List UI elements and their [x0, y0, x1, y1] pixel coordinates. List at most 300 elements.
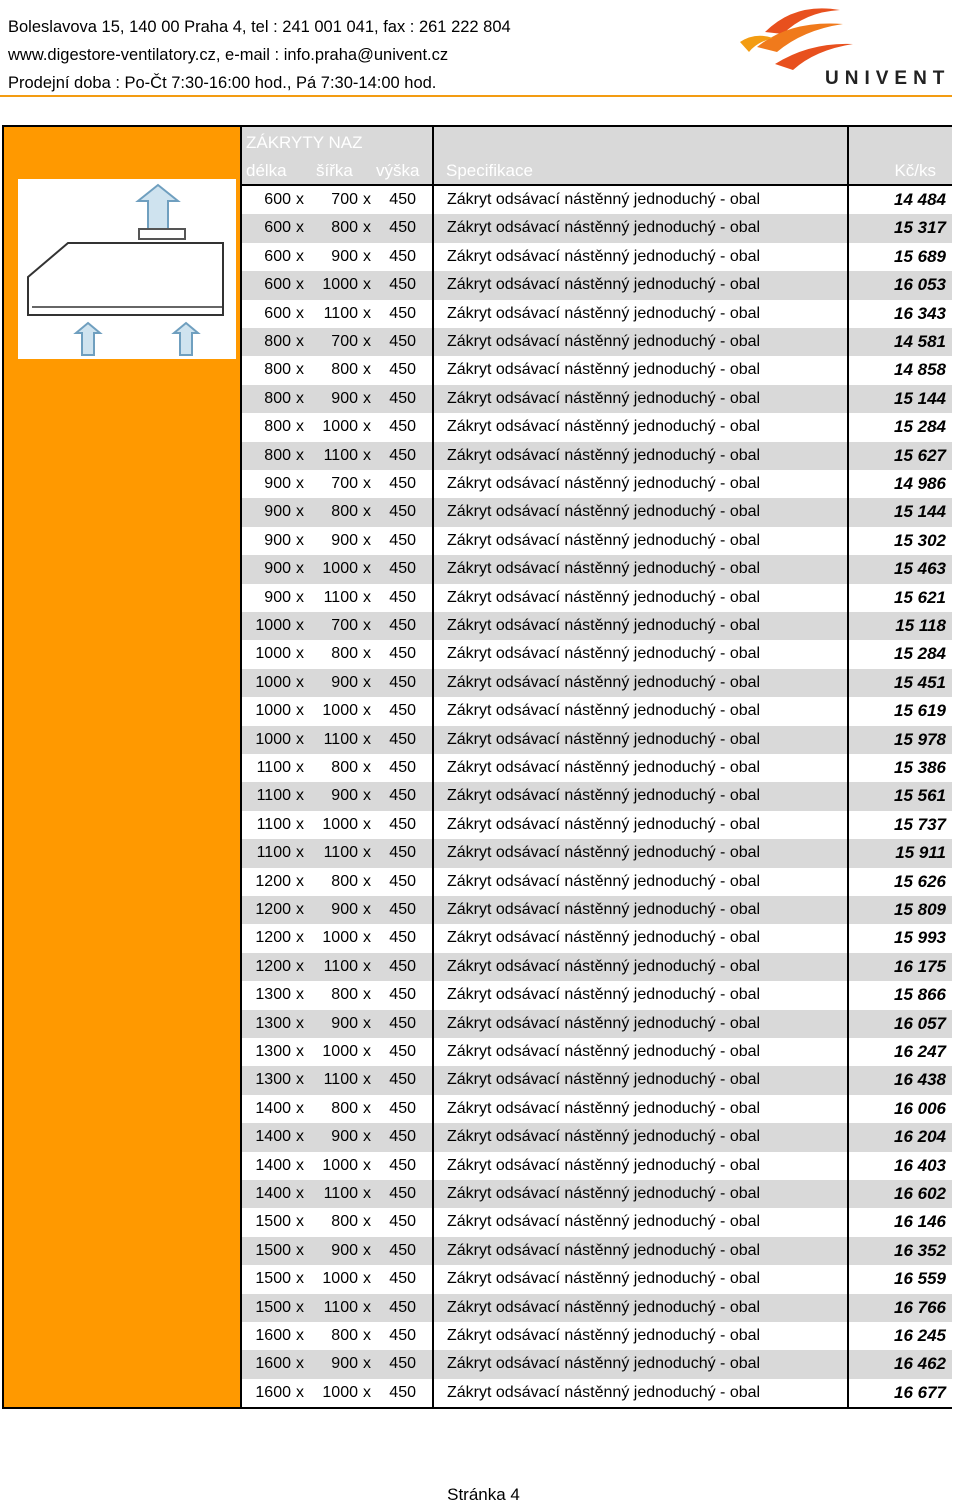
cell-x: x	[363, 247, 371, 265]
cell-length: 1100	[256, 787, 291, 805]
cell-price: 15 302	[894, 530, 946, 550]
cell-spec: Zákryt odsávací nástěnný jednoduchý - obal	[447, 247, 761, 265]
cell-width: 1100	[323, 588, 358, 606]
cell-price: 15 118	[895, 616, 946, 635]
cell-width: 900	[331, 901, 358, 918]
table-row	[242, 1066, 952, 1094]
cell-price: 16 204	[894, 1127, 946, 1147]
cell-height: 450	[389, 1298, 416, 1316]
cell-height: 450	[389, 1185, 416, 1202]
price-table	[240, 127, 952, 1407]
cell-length: 800	[264, 389, 291, 407]
cell-length: 600	[264, 276, 291, 294]
cell-x: x	[363, 645, 371, 663]
cell-width: 1100	[323, 1298, 358, 1316]
cell-height: 450	[389, 872, 416, 890]
cell-x: x	[296, 872, 304, 890]
table-row	[242, 953, 952, 981]
cell-height: 450	[389, 645, 416, 663]
cell-width: 1000	[322, 1270, 358, 1288]
cell-height: 450	[389, 929, 416, 947]
cell-spec: Zákryt odsávací nástěnný jednoduchý - obal	[447, 219, 761, 237]
cell-height: 450	[389, 1241, 416, 1259]
cell-x: x	[363, 787, 371, 805]
table-row	[242, 214, 952, 242]
cell-price: 15 451	[894, 672, 946, 692]
cell-x: x	[363, 531, 371, 549]
cell-x: x	[296, 304, 304, 322]
cell-x: x	[296, 901, 304, 918]
cell-height: 450	[389, 389, 416, 407]
cell-height: 450	[389, 957, 416, 975]
cell-width: 700	[331, 617, 358, 634]
cell-length: 1300	[255, 1071, 291, 1089]
cell-price: 16 352	[894, 1240, 946, 1260]
cell-length: 600	[264, 191, 291, 208]
cell-length: 800	[264, 446, 291, 464]
cell-price: 15 317	[894, 218, 946, 238]
cell-length: 1200	[255, 957, 291, 975]
cell-height: 450	[389, 531, 416, 549]
cell-width: 1000	[322, 929, 358, 947]
cell-x: x	[363, 333, 371, 350]
cell-price: 15 911	[895, 843, 946, 863]
cell-height: 450	[389, 1043, 416, 1060]
cell-width: 1000	[322, 815, 358, 833]
cell-x: x	[296, 531, 304, 549]
cell-height: 450	[389, 418, 416, 436]
cell-x: x	[296, 503, 304, 521]
cell-length: 1200	[255, 872, 291, 890]
cell-price: 16 403	[894, 1155, 946, 1175]
cell-price: 16 343	[894, 303, 946, 323]
cell-height: 450	[389, 475, 416, 492]
cell-spec: Zákryt odsávací nástěnný jednoduchý - obal	[447, 1156, 761, 1174]
cell-length: 900	[264, 531, 291, 549]
cell-width: 800	[331, 361, 358, 379]
cell-price: 15 978	[894, 729, 946, 749]
cell-width: 1000	[322, 418, 358, 436]
cell-width: 1100	[323, 1185, 358, 1202]
cell-spec: Zákryt odsávací nástěnný jednoduchý - obal	[447, 730, 761, 748]
cell-price: 16 602	[894, 1184, 946, 1203]
cell-x: x	[363, 901, 371, 918]
cell-x: x	[296, 1156, 304, 1174]
cell-x: x	[363, 1185, 371, 1202]
cell-spec: Zákryt odsávací nástěnný jednoduchý - obal	[447, 361, 761, 379]
table-row	[242, 754, 952, 782]
cell-price: 16 559	[894, 1269, 946, 1289]
cell-x: x	[296, 1327, 304, 1344]
cell-x: x	[363, 1213, 371, 1231]
header-rule	[0, 95, 952, 97]
cell-spec: Zákryt odsávací nástěnný jednoduchý - obal	[447, 1185, 761, 1202]
cell-height: 450	[389, 1270, 416, 1288]
cell-price: 16 438	[894, 1070, 946, 1090]
cell-price: 15 144	[894, 502, 946, 522]
cell-spec: Zákryt odsávací nástěnný jednoduchý - obal	[447, 418, 761, 436]
table-row	[242, 669, 952, 697]
cell-width: 900	[331, 1241, 358, 1259]
cell-width: 800	[331, 872, 358, 890]
cell-x: x	[363, 702, 371, 720]
table-row	[242, 527, 952, 555]
table-row	[242, 1038, 952, 1066]
cell-length: 600	[264, 219, 291, 237]
cell-price: 15 284	[894, 644, 946, 664]
cell-width: 900	[331, 247, 358, 265]
cell-height: 450	[389, 1213, 416, 1231]
table-row	[242, 1294, 952, 1322]
cell-x: x	[296, 815, 304, 833]
cell-spec: Zákryt odsávací nástěnný jednoduchý - obal	[447, 702, 761, 720]
cell-x: x	[363, 1327, 371, 1344]
table-row	[242, 811, 952, 839]
table-row	[242, 271, 952, 299]
cell-x: x	[296, 929, 304, 947]
cell-height: 450	[389, 1355, 416, 1373]
cell-x: x	[363, 815, 371, 833]
cell-x: x	[363, 1014, 371, 1032]
cell-x: x	[296, 617, 304, 634]
cell-height: 450	[389, 1071, 416, 1089]
cell-length: 1500	[255, 1213, 291, 1231]
cell-x: x	[363, 503, 371, 521]
cell-price: 16 053	[894, 275, 946, 295]
cell-width: 800	[331, 1099, 358, 1117]
cell-length: 1000	[255, 673, 291, 691]
cell-height: 450	[389, 1099, 416, 1117]
cell-spec: Zákryt odsávací nástěnný jednoduchý - obal	[447, 872, 761, 890]
cell-x: x	[296, 361, 304, 379]
cell-spec: Zákryt odsávací nástěnný jednoduchý - obal	[447, 560, 761, 578]
cell-x: x	[363, 730, 371, 748]
page-number: Stránka 4	[447, 1485, 520, 1504]
cell-x: x	[363, 1241, 371, 1259]
cell-length: 1400	[255, 1156, 291, 1174]
cell-price: 15 809	[894, 900, 946, 919]
cell-length: 900	[264, 503, 291, 521]
col-width-header: šířka	[316, 161, 353, 180]
cell-x: x	[296, 787, 304, 805]
table-row	[242, 1350, 952, 1378]
cell-length: 1400	[255, 1099, 291, 1117]
cell-height: 450	[389, 333, 416, 350]
cell-spec: Zákryt odsávací nástěnný jednoduchý - obal	[447, 787, 761, 805]
cell-x: x	[363, 673, 371, 691]
cell-spec: Zákryt odsávací nástěnný jednoduchý - obal	[447, 1355, 761, 1373]
cell-length: 1500	[255, 1241, 291, 1259]
cell-length: 1100	[256, 844, 291, 862]
cell-x: x	[363, 418, 371, 436]
cell-length: 1000	[255, 617, 291, 634]
cell-height: 450	[389, 191, 416, 208]
cell-width: 700	[331, 475, 358, 492]
cell-spec: Zákryt odsávací nástěnný jednoduchý - obal	[447, 191, 761, 208]
table-row	[242, 782, 952, 810]
cell-height: 450	[389, 1327, 416, 1344]
cell-price: 15 626	[894, 871, 946, 891]
cell-price: 16 006	[894, 1098, 946, 1118]
cell-height: 450	[389, 730, 416, 748]
cell-x: x	[363, 986, 371, 1004]
cell-x: x	[296, 276, 304, 294]
cell-x: x	[363, 1156, 371, 1174]
table-row	[242, 186, 952, 214]
opening-hours: Prodejní doba : Po-Čt 7:30-16:00 hod., Pá 7:30-14:00 hod.	[8, 74, 437, 92]
table-row	[242, 1010, 952, 1038]
company-address: Boleslavova 15, 140 00 Praha 4, tel : 241 001 041, fax : 261 222 804	[8, 18, 511, 36]
cell-price: 15 619	[894, 701, 946, 721]
table-row	[242, 839, 952, 867]
cell-length: 1100	[256, 815, 291, 833]
table-row	[242, 300, 952, 328]
cell-price: 15 463	[894, 559, 946, 579]
cell-x: x	[296, 1014, 304, 1032]
cell-price: 16 462	[894, 1354, 946, 1374]
cell-x: x	[363, 617, 371, 634]
cell-height: 450	[389, 986, 416, 1004]
cell-x: x	[296, 673, 304, 691]
cell-length: 1600	[255, 1383, 291, 1401]
cell-length: 1000	[255, 645, 291, 663]
cell-spec: Zákryt odsávací nástěnný jednoduchý - obal	[447, 1043, 761, 1060]
cell-x: x	[296, 1128, 304, 1146]
cell-length: 1100	[256, 759, 291, 776]
cell-price: 14 986	[894, 474, 946, 493]
cell-price: 16 175	[894, 956, 946, 976]
cell-price: 14 484	[894, 190, 946, 209]
cell-price: 15 866	[894, 985, 946, 1005]
table-row	[242, 1379, 952, 1407]
table-row	[242, 584, 952, 612]
cell-x: x	[363, 475, 371, 492]
cell-width: 800	[331, 986, 358, 1004]
cell-spec: Zákryt odsávací nástěnný jednoduchý - obal	[447, 1071, 761, 1089]
table-row	[242, 442, 952, 470]
cell-length: 600	[264, 304, 291, 322]
cell-height: 450	[389, 503, 416, 521]
cell-height: 450	[389, 446, 416, 464]
cell-price: 15 284	[894, 417, 946, 437]
cell-length: 600	[264, 247, 291, 265]
cell-price: 15 621	[894, 587, 946, 607]
cell-x: x	[363, 304, 371, 322]
cell-x: x	[296, 986, 304, 1004]
cell-width: 800	[331, 219, 358, 237]
cell-price: 16 245	[894, 1326, 946, 1345]
table-row	[242, 243, 952, 271]
cell-x: x	[363, 759, 371, 776]
cell-width: 1100	[323, 304, 358, 322]
cell-spec: Zákryt odsávací nástěnný jednoduchý - obal	[447, 1099, 761, 1117]
table-row	[242, 726, 952, 754]
cell-height: 450	[389, 304, 416, 322]
cell-x: x	[363, 957, 371, 975]
cell-length: 1400	[255, 1185, 291, 1202]
cell-x: x	[363, 1298, 371, 1316]
cell-spec: Zákryt odsávací nástěnný jednoduchý - obal	[447, 645, 761, 663]
cell-height: 450	[389, 560, 416, 578]
cell-height: 450	[389, 276, 416, 294]
table-header	[242, 127, 952, 186]
cell-length: 800	[264, 361, 291, 379]
cell-length: 1200	[255, 901, 291, 918]
cell-spec: Zákryt odsávací nástěnný jednoduchý - obal	[447, 901, 761, 918]
cell-width: 800	[331, 1327, 358, 1344]
cell-height: 450	[389, 815, 416, 833]
cell-spec: Zákryt odsávací nástěnný jednoduchý - obal	[447, 759, 761, 776]
cell-length: 1300	[255, 1043, 291, 1060]
cell-x: x	[363, 276, 371, 294]
cell-spec: Zákryt odsávací nástěnný jednoduchý - obal	[447, 673, 761, 691]
table-row	[242, 640, 952, 668]
table-row	[242, 612, 952, 640]
cell-spec: Zákryt odsávací nástěnný jednoduchý - obal	[447, 333, 761, 350]
cell-x: x	[363, 1071, 371, 1089]
table-row	[242, 328, 952, 356]
cell-length: 1500	[255, 1270, 291, 1288]
cell-x: x	[363, 1128, 371, 1146]
table-row	[242, 413, 952, 441]
cell-length: 1300	[255, 1014, 291, 1032]
table-row	[242, 356, 952, 384]
cell-length: 900	[264, 475, 291, 492]
cell-x: x	[363, 361, 371, 379]
table-row	[242, 385, 952, 413]
cell-width: 800	[331, 759, 358, 776]
svg-text:UNIVENT: UNIVENT	[825, 68, 951, 89]
cell-width: 800	[331, 645, 358, 663]
cell-length: 800	[264, 333, 291, 350]
cell-spec: Zákryt odsávací nástěnný jednoduchý - obal	[447, 1270, 761, 1288]
cell-x: x	[296, 1298, 304, 1316]
table-row	[242, 981, 952, 1009]
table-row	[242, 924, 952, 952]
cell-x: x	[296, 957, 304, 975]
cell-spec: Zákryt odsávací nástěnný jednoduchý - obal	[447, 844, 761, 862]
table-row	[242, 1265, 952, 1293]
cell-height: 450	[389, 1014, 416, 1032]
cell-spec: Zákryt odsávací nástěnný jednoduchý - obal	[447, 986, 761, 1004]
univent-logo	[735, 2, 953, 94]
cell-length: 1000	[255, 702, 291, 720]
cell-width: 1000	[322, 702, 358, 720]
column-divider	[432, 127, 434, 1407]
cell-x: x	[363, 844, 371, 862]
col-price-header: Kč/ks	[894, 161, 936, 180]
table-row	[242, 697, 952, 725]
cell-length: 1000	[255, 730, 291, 748]
cell-x: x	[296, 1071, 304, 1089]
cell-width: 1000	[322, 1383, 358, 1401]
cell-x: x	[363, 560, 371, 578]
cell-width: 900	[331, 1014, 358, 1032]
cell-spec: Zákryt odsávací nástěnný jednoduchý - obal	[447, 475, 761, 492]
cell-width: 1000	[322, 1156, 358, 1174]
cell-x: x	[363, 588, 371, 606]
cell-spec: Zákryt odsávací nástěnný jednoduchý - obal	[447, 929, 761, 947]
cell-width: 800	[331, 503, 358, 521]
cell-width: 1100	[323, 730, 358, 748]
cell-height: 450	[389, 901, 416, 918]
cell-x: x	[296, 1383, 304, 1401]
cell-spec: Zákryt odsávací nástěnný jednoduchý - obal	[447, 1383, 761, 1401]
cell-x: x	[296, 219, 304, 237]
cell-height: 450	[389, 219, 416, 237]
cell-price: 16 057	[894, 1013, 946, 1033]
cell-price: 14 581	[894, 332, 946, 351]
table-title: ZÁKRYTY NAZ	[246, 133, 363, 152]
cell-x: x	[363, 1043, 371, 1060]
cell-x: x	[296, 475, 304, 492]
cell-price: 15 993	[894, 928, 946, 948]
cell-price: 16 247	[894, 1042, 946, 1061]
cell-length: 800	[264, 418, 291, 436]
cell-x: x	[363, 191, 371, 208]
cell-spec: Zákryt odsávací nástěnný jednoduchý - obal	[447, 815, 761, 833]
table-row	[242, 1237, 952, 1265]
cell-width: 700	[331, 191, 358, 208]
table-row	[242, 1152, 952, 1180]
cell-spec: Zákryt odsávací nástěnný jednoduchý - obal	[447, 531, 761, 549]
cell-x: x	[296, 333, 304, 350]
cell-length: 900	[264, 588, 291, 606]
table-row	[242, 868, 952, 896]
cell-height: 450	[389, 702, 416, 720]
cell-width: 700	[331, 333, 358, 350]
cell-width: 900	[331, 531, 358, 549]
cell-spec: Zákryt odsávací nástěnný jednoduchý - obal	[447, 446, 761, 464]
cell-spec: Zákryt odsávací nástěnný jednoduchý - obal	[447, 957, 761, 975]
table-row	[242, 1180, 952, 1208]
cell-price: 15 386	[894, 758, 946, 777]
cell-price: 15 144	[894, 388, 946, 408]
cell-x: x	[363, 1355, 371, 1373]
cell-length: 900	[264, 560, 291, 578]
column-divider	[847, 127, 849, 1407]
cell-length: 1400	[255, 1128, 291, 1146]
cell-width: 1100	[323, 957, 358, 975]
cell-spec: Zákryt odsávací nástěnný jednoduchý - obal	[447, 503, 761, 521]
cell-width: 800	[331, 1213, 358, 1231]
cell-length: 1600	[255, 1355, 291, 1373]
cell-spec: Zákryt odsávací nástěnný jednoduchý - obal	[447, 1241, 761, 1259]
cell-spec: Zákryt odsávací nástěnný jednoduchý - obal	[447, 276, 761, 294]
cell-x: x	[363, 1383, 371, 1401]
col-spec-header: Specifikace	[446, 161, 533, 180]
table-row	[242, 1095, 952, 1123]
company-contacts: www.digestore-ventilatory.cz, e-mail : info.praha@univent.cz	[8, 46, 449, 64]
cell-spec: Zákryt odsávací nástěnný jednoduchý - obal	[447, 1014, 761, 1032]
cell-price: 15 561	[894, 786, 946, 806]
cell-x: x	[296, 1043, 304, 1060]
cell-height: 450	[389, 617, 416, 634]
cell-width: 1100	[323, 446, 358, 464]
cell-x: x	[296, 446, 304, 464]
col-height-header: výška	[376, 161, 420, 180]
cell-x: x	[363, 389, 371, 407]
col-length-header: délka	[246, 161, 287, 180]
hood-illustration	[18, 179, 236, 359]
cell-x: x	[296, 389, 304, 407]
cell-height: 450	[389, 588, 416, 606]
cell-spec: Zákryt odsávací nástěnný jednoduchý - obal	[447, 1213, 761, 1231]
cell-width: 1000	[322, 1043, 358, 1060]
cell-length: 1200	[255, 929, 291, 947]
cell-width: 1000	[322, 276, 358, 294]
cell-height: 450	[389, 247, 416, 265]
